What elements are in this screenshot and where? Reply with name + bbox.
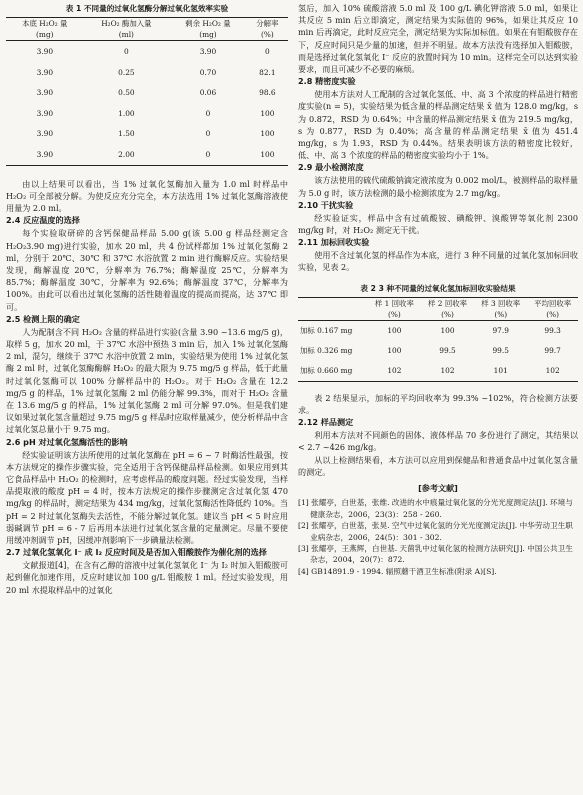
paragraph: 该方法使用的硫代硫酸钠滴定液浓度为 0.002 mol/L，被测样品的取样量为 5.0 g 时，该方法检测的最小检测浓度为 2.7 mg/kg。 [298, 175, 578, 198]
paragraph: 经实验证明该方法所使用的过氧化氢酶在 pH = 6 ~ 7 时酶活性最强，按本方法规定的操作步骤实验，完全适用于含钙保健品样品检测。如果应用到其它食品样品中 H₂O₂ 的检测时，应考虑样品的酸度问题。经过实验发现，当样品提取液的酸度 pH = 4 时，按本方法规定的操作步骤测定含过氧化氢 470 mg/kg 的样品时，测定结果为 434 mg/kg，过氧化氢酶活性降低约 10%。当 pH = 2 时过氧化氢酶失去活性，不能分解过氧化氢。建议当 pH < 5 时应用弱碱调节 pH = 6 - 7 后再用本法进行过氧化氢含量的定量测定。尽量不要使用缓冲剂调节 pH，因缓冲剂影响下一步碘量法检测。 [6, 449, 288, 546]
table-row [298, 341, 578, 361]
paragraph: 人为配制含不同 H₂O₂ 含量的样品进行实验(含量 3.90 ~13.6 mg/5 g)，取样 5 g，加水 20 ml，于 37℃ 水浴中预热 3 min 后，加入 1% 过氧化氢酶 2 ml，混匀，继续于 37℃ 水浴中放置 2 min，实验结果为使用 1% 过氧化氢酶 2 ml 时，过氧化氢酶酶解 H₂O₂ 的最大限为 9.75 mg/5 g 样品，低于此量时过氧化氢酶可以 100% 分解样品中的 H₂O₂。对于 H₂O₂ 含量在 12.2 mg/5 g 的样品，1% 过氧化氢酶 2 ml 仍能分解 99.3%，而对于 H₂O₂ 含量在 13.6 mg/5 g 的样品，1% 过氧化氢酶 2 ml 可分解 97.0%。但是我们建议如果过氧化氢含量超过 9.75 mg/5 g 样品时应取样量减少，使分析样品中含过氧化氢总量小于 9.75 mg。 [6, 326, 288, 435]
table1-header: 分解率 [247, 18, 288, 30]
table1-header-unit-row [6, 29, 288, 41]
table1-header-row [6, 18, 288, 30]
section-heading: 2.5 检测上限的确定 [6, 313, 80, 324]
table-cell: 0 [169, 144, 247, 165]
table-cell: 3.90 [36, 67, 54, 77]
table1-header-unit: (ml) [84, 29, 170, 41]
table-cell: 102 [421, 361, 474, 382]
table1-header: 剩余 H₂O₂ 量 [169, 18, 247, 30]
table-cell: 99.3 [544, 326, 561, 336]
table1-header: H₂O₂ 酶加入量 [84, 18, 170, 30]
table-cell: 0 [205, 108, 211, 118]
left-column [6, 2, 288, 596]
table-cell: 0.50 [118, 88, 135, 98]
table-cell: 82.1 [259, 67, 276, 77]
table-cell: 0 [265, 47, 270, 56]
table-cell: 102 [527, 361, 578, 382]
table-cell: 99.5 [439, 346, 456, 356]
table-cell: 3.90 [36, 108, 54, 118]
table2-header: 样 1 回收率 [368, 297, 421, 309]
table1-header-unit: (mg) [6, 29, 84, 41]
table-cell: 100 [387, 346, 402, 356]
table-cell: 100 [387, 326, 402, 336]
paragraph: 经实验证实，样品中含有过硫酸铵、碘酸钾、溴酸钾等氧化剂 2300 mg/kg 时，对 H₂O₂ 测定无干扰。 [298, 212, 578, 236]
reference-item: [1] 张耀亭，白世基，张维. 改进的水中痕量过氧化氢的分光光度测定法[J]. 环境与健康杂志，2006，23(3)：258 - 260. [298, 498, 573, 519]
table-cell: 100 [247, 144, 288, 165]
table-cell: 97.9 [492, 326, 509, 336]
table2-header-unit-row [298, 309, 578, 321]
references-title: [参考文献] [418, 483, 458, 494]
table-cell: 99.7 [544, 346, 561, 356]
section-heading: 2.8 精密度实验 [298, 76, 356, 87]
table-cell: 加标 0.167 mg [300, 326, 353, 336]
table-cell: 加标 0.326 mg [300, 346, 353, 356]
table-row [6, 103, 288, 124]
paragraph: 使用本方法对人工配制的含过氧化氢低、中、高 3 个浓度的样品进行精密度实验(n = 5)，实验结果为低含量的样品测定结果 x̄ 值为 128.0 mg/kg，s 为 0.872，RSD 为 0.64%；中含量的样品测定结果 x̄ 值为 219.5 mg/kg，s 为 0.877，RSD 为 0.40%；高含量的样品测定结果 x̄ 值为 451.4 mg/kg，s 为 1.93，RSD 为 0.44%。结果表明该方法的精密度比较好，低、中、高 3 个浓度的样品的精密度实验均小于 1%。 [298, 89, 578, 161]
reference-item: [3] 张耀亭，王燕辉，白世基. 天菌乳中过氧化氢的检测方法研究[J]. 中国公共卫生杂志，2004，20(7)：872. [298, 543, 573, 565]
section-heading: 2.7 过氧化氢氧化 I⁻ 成 I₂ 反应时间及是否加入钼酸胺作为催化剂的选择 [6, 547, 267, 558]
table-cell: 0.70 [199, 67, 217, 77]
table1-header: 本底 H₂O₂ 量 [6, 18, 84, 30]
paragraph: 表 2 结果显示，加标的平均回收率为 99.3% ~102%，符合检测方法要求。 [298, 392, 578, 416]
table2-header: 样 3 回收率 [474, 297, 527, 309]
table-cell: 1.00 [118, 108, 135, 118]
table-cell: 98.6 [259, 88, 276, 98]
table2-header-unit: (%) [421, 309, 474, 321]
table-cell: 0.06 [199, 88, 217, 98]
table-row [6, 82, 288, 103]
table2-header: 平均回收率 [527, 297, 578, 309]
table2-header-unit: (%) [527, 309, 578, 321]
table2-header: 样 2 回收率 [421, 297, 474, 309]
table-cell: 加标 0.660 mg [298, 361, 368, 382]
table-cell: 2.00 [84, 144, 170, 165]
table-cell: 0.25 [118, 67, 135, 77]
table-cell: 0 [124, 47, 129, 56]
table2-caption: 表 2 3 种不同量的过氧化氢加标回收实验结果 [360, 283, 516, 293]
table-cell: 3.90 [36, 47, 54, 56]
table2-header-unit [298, 309, 368, 321]
reference-item: [4] GB14891.9 - 1994. 辐照蘑干酒卫生标准(附录 A)[S]. [298, 566, 497, 576]
section-heading: 2.6 pH 对过氧化氢酶活性的影响 [6, 436, 128, 447]
table-cell: 101 [474, 361, 527, 382]
table1-header-unit: (mg) [169, 29, 247, 41]
table-row [6, 41, 288, 62]
table-cell: 100 [440, 326, 455, 336]
paragraph: 氢后，加入 10% 硫酸溶液 5.0 ml 及 100 g/L 碘化钾溶液 5.0 ml，如果让其反应 5 min 后立即滴定，测定结果为实际值的 96%，如果让其反应 10 min 后再滴定，此时反应完全，测定结果为实际加标值。如果在有钼酸胺存在下，反应时间只是少量的加速，但并不明显。故本方法没有选择加入钼酸胺，而是选择过氧化氢氧化 I⁻ 反应的放置时间为 10 min。这样完全可以达到实验要求，而且可减少不必要的麻烦。 [298, 3, 578, 75]
paragraph: 利用本方法对不同颜色的固体、液体样品 70 多份进行了测定，其结果以 < 2.7 ~426 mg/kg。 [298, 430, 578, 453]
table2-header-unit: (%) [368, 309, 421, 321]
table-row [6, 144, 288, 165]
table1 [6, 17, 288, 166]
table-cell: 3.90 [199, 47, 217, 56]
table-row [6, 62, 288, 83]
section-heading: 2.11 加标回收实验 [298, 237, 370, 248]
table-row [6, 124, 288, 145]
table-row [298, 320, 578, 341]
table-cell: 3.90 [36, 129, 54, 139]
paragraph: 从以上检测结果看，本方法可以应用到保健品和普通食品中过氧化氢含量的测定。 [298, 454, 578, 477]
table-row [298, 361, 578, 382]
table2-header-unit: (%) [474, 309, 527, 321]
table1-header-unit: (%) [247, 29, 288, 41]
section-heading: 2.9 最小检测浓度 [298, 162, 364, 173]
table2 [298, 297, 578, 382]
paragraph: 每个实验取研碎的含钙保健品样品 5.00 g(该 5.00 g 样品经测定含 H₂O₂3.90 mg)进行实验，加水 20 ml，共 4 份试样都加 1% 过氧化氢酶 2 ml，分别于 20℃、30℃ 和 37℃ 水浴放置 2 min 进行酶解反应。实验结果发现，酶解温度 20℃，分解率为 76.7%；酶解温度 25℃，分解率为 85.7%；酶解温度 30℃，分解率为 92.6%；酶解温度 37℃，分解率为 100%。由此可以看出过氧化氢酶的活性随着温度的提高而提高，达 37℃ 即可。 [6, 228, 288, 312]
reference-item: [2] 张耀亭，白世基，张昊. 空气中过氧化氢的分光光度测定法[J]. 中华劳动卫生职业病杂志，2006，24(5)：301 - 302. [298, 521, 573, 542]
section-heading: 2.12 样品测定 [298, 417, 354, 428]
table-cell: 0 [205, 129, 211, 139]
section-heading: 2.4 反应温度的选择 [6, 215, 80, 226]
table2-header [298, 297, 368, 309]
paragraph: 文献报道[4]，在含有乙醇的溶液中过氧化氢氧化 I⁻ 为 I₂ 时加入钼酸胺可起到催化加速作用，反应时建议加 100 g/L 钼酸胺 1 ml。经过实验发现，用 20 ml 水提取样品中的过氧化 [6, 560, 288, 595]
right-column [298, 2, 578, 577]
paragraph: 使用不含过氧化氢的样品作为本底，进行 3 种不同量的过氧化氢加标回收实验，见表 2。 [298, 250, 578, 273]
table-cell: 3.90 [36, 88, 54, 98]
paragraph: 由以上结果可以看出，当 1% 过氧化氢酶加入量为 1.0 ml 时样品中 H₂O₂ 可全部被分解。为使反应充分完全，本方法选用 1% 过氧化氢酶溶液使用量为 2.0 ml。 [6, 178, 288, 214]
table2-header-row [298, 297, 578, 309]
table-cell: 3.90 [6, 144, 84, 165]
table-cell: 100 [260, 108, 275, 118]
table-cell: 100 [260, 129, 275, 139]
table1-caption: 表 1 不同量的过氧化氢酶分解过氧化氢效率实验 [65, 4, 229, 13]
table-cell: 1.50 [118, 129, 135, 139]
table-cell: 99.5 [492, 346, 509, 356]
table-cell: 102 [368, 361, 421, 382]
section-heading: 2.10 干扰实验 [298, 199, 354, 210]
